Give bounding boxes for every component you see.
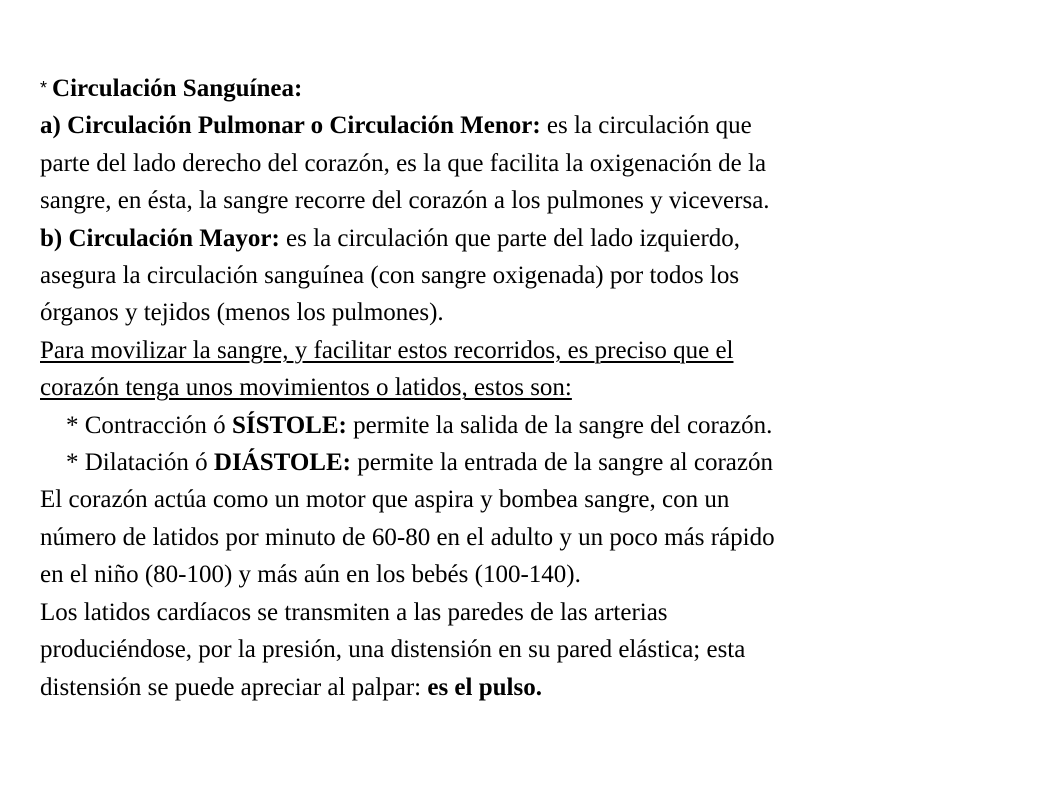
systole-prefix: * Contracción ó bbox=[66, 411, 232, 439]
systole-description: permite la salida de la sangre del corazón. bbox=[346, 411, 773, 439]
diastole-description: permite la entrada de la sangre al corazón bbox=[350, 449, 773, 477]
heart-rate-line-3: en el niño (80-100) y más aún en los bebés (100-140). bbox=[40, 561, 581, 589]
diastole-item bbox=[40, 444, 1040, 481]
systemic-text-1: es la circulación que parte del lado izquierdo, bbox=[279, 224, 741, 252]
pulse-conclusion: es el pulso. bbox=[427, 673, 542, 701]
systemic-label: b) Circulación Mayor: bbox=[40, 224, 280, 252]
pulmonary-line-1 bbox=[40, 107, 1040, 144]
intro-line-2 bbox=[40, 369, 1040, 406]
intro-text-1: Para movilizar la sangre, y facilitar estos recorridos, es preciso que el bbox=[40, 336, 734, 364]
systemic-line-1 bbox=[40, 220, 1040, 257]
intro-text-2: corazón tenga unos movimientos o latidos, estos son: bbox=[40, 374, 572, 402]
intro-line-1 bbox=[40, 332, 1040, 369]
bullet-star: * bbox=[40, 78, 53, 98]
pulse-line-1: Los latidos cardíacos se transmiten a las paredes de las arterias bbox=[40, 598, 668, 626]
pulmonary-text-1: es la circulación que bbox=[540, 112, 752, 140]
heart-rate-line-1: El corazón actúa como un motor que aspira y bombea sangre, con un bbox=[40, 486, 730, 514]
section-title-text: Circulación Sanguínea: bbox=[52, 75, 303, 102]
pulse-line-2: produciéndose, por la presión, una distensión en su pared elástica; esta bbox=[40, 636, 746, 664]
pulmonary-label: a) Circulación Pulmonar o Circulación Menor: bbox=[40, 112, 541, 140]
diastole-prefix: * Dilatación ó bbox=[66, 449, 214, 477]
pulmonary-line-2: parte del lado derecho del corazón, es la que facilita la oxigenación de la bbox=[40, 149, 767, 177]
systemic-line-2: asegura la circulación sanguínea (con sangre oxigenada) por todos los bbox=[40, 262, 740, 290]
systole-term: SÍSTOLE: bbox=[231, 411, 347, 439]
heart-rate-line-2: número de latidos por minuto de 60-80 en el adulto y un poco más rápido bbox=[40, 523, 775, 551]
slide-body bbox=[40, 70, 1040, 706]
systole-item bbox=[40, 407, 1040, 444]
pulse-line-3 bbox=[40, 669, 1040, 706]
systemic-line-3: órganos y tejidos (menos los pulmones). bbox=[40, 299, 444, 327]
diastole-term: DIÁSTOLE: bbox=[213, 449, 351, 477]
section-title bbox=[40, 70, 1040, 107]
pulmonary-line-3: sangre, en ésta, la sangre recorre del corazón a los pulmones y viceversa. bbox=[40, 187, 770, 215]
pulse-text-3: distensión se puede apreciar al palpar: bbox=[40, 673, 428, 701]
